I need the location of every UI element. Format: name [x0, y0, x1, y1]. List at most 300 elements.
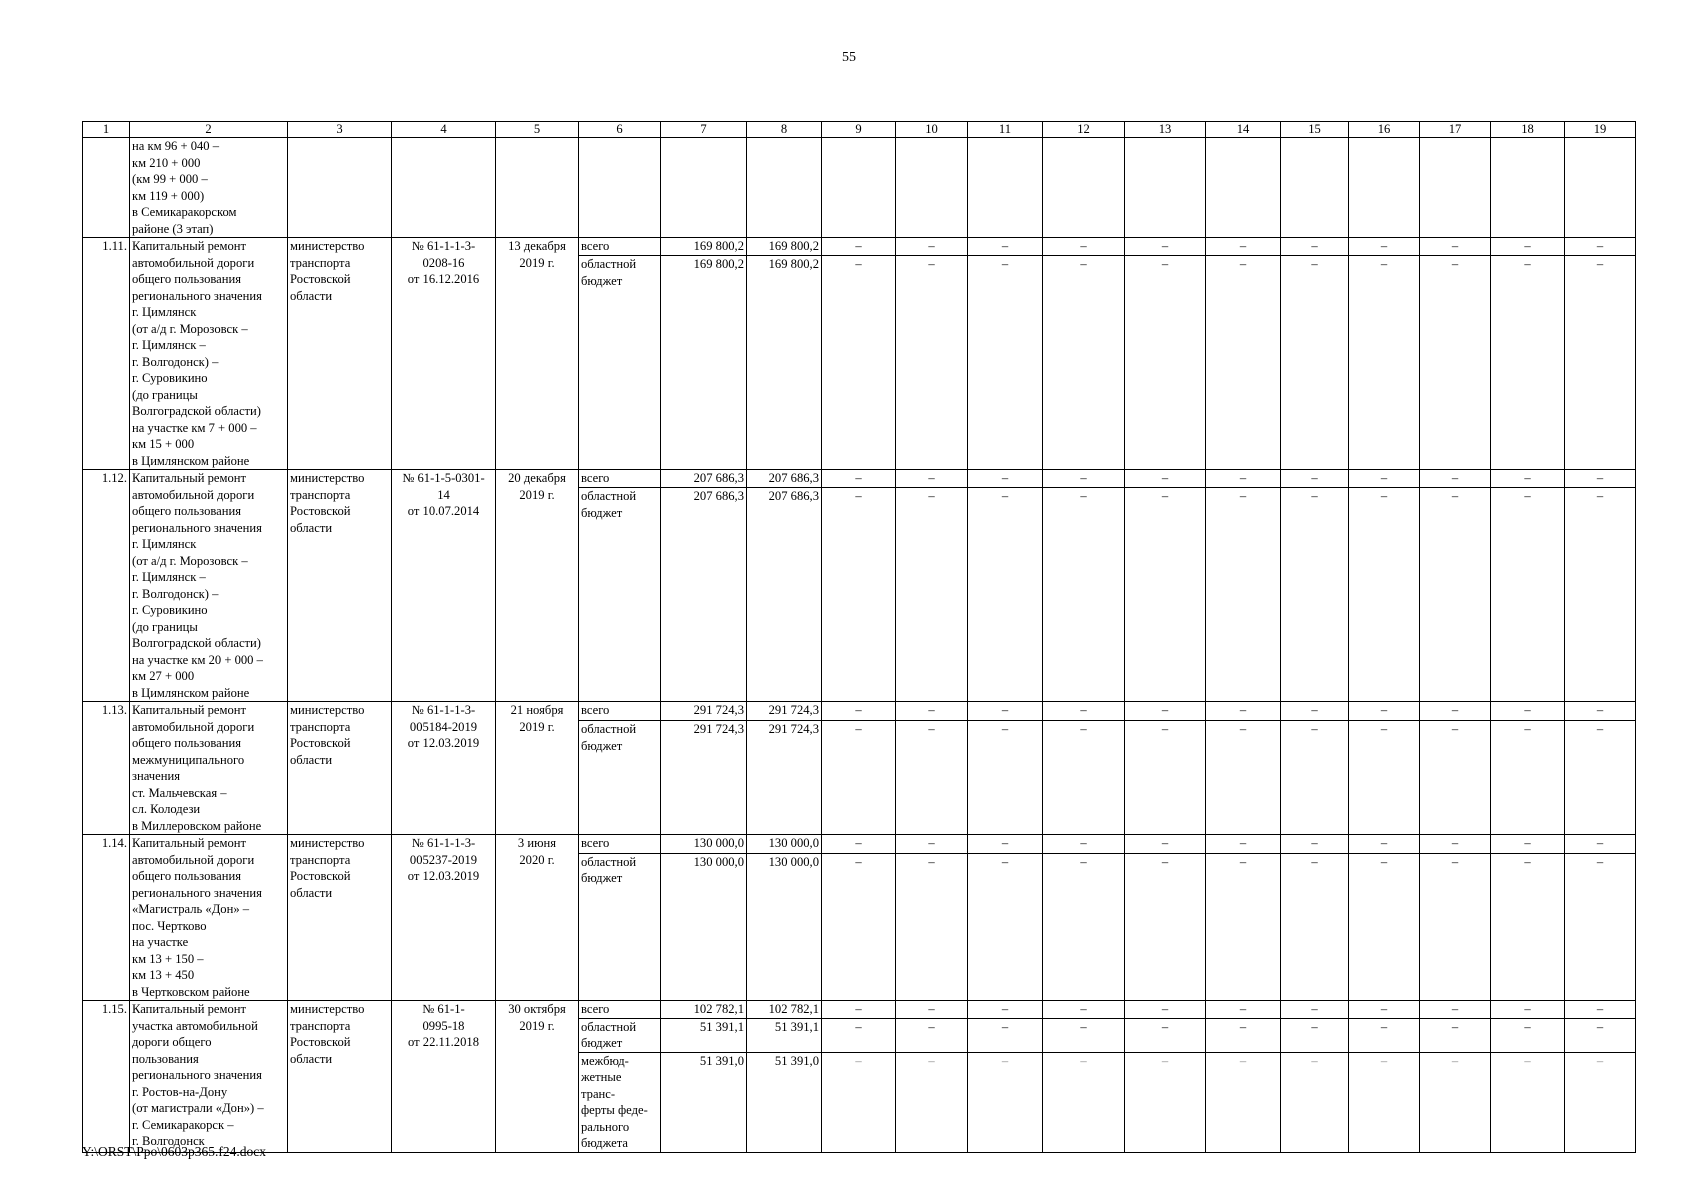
- dash-cell: –: [822, 470, 896, 488]
- dash-cell: –: [896, 702, 968, 721]
- column-number-cell: 16: [1349, 122, 1420, 138]
- title-line: г. Цимлянск –: [132, 338, 206, 352]
- funding-source-line: всего: [581, 239, 610, 253]
- title-line: г. Волгодонск) –: [132, 354, 219, 369]
- empty-cell: [968, 138, 1043, 238]
- title-line: (от а/д г. Морозовск –: [132, 553, 248, 568]
- amount-total-cell: 169 800,2: [661, 238, 747, 256]
- dash-cell: –: [822, 256, 896, 470]
- dash-cell: –: [1565, 1001, 1636, 1019]
- funding-source-line: областной: [581, 722, 637, 737]
- dash-cell: –: [968, 488, 1043, 702]
- title-line: на участке: [132, 935, 189, 949]
- title-line: г. Ростов-на-Дону: [132, 1084, 228, 1099]
- funding-source-line: бюджет: [581, 1036, 623, 1050]
- contract-cell: [392, 702, 496, 835]
- amount-total-cell: 207 686,3: [661, 488, 747, 702]
- organization-line: области: [290, 520, 333, 535]
- date-line: 30 октября: [508, 1002, 566, 1016]
- title-line: Капитальный ремонт: [132, 1002, 247, 1016]
- dash-cell: –: [1125, 835, 1206, 854]
- dash-cell: –: [1491, 238, 1565, 256]
- title-line: в Цимлянском районе: [132, 685, 250, 700]
- funding-source-line: транс-: [581, 1086, 616, 1101]
- organization-line: транспорта: [290, 255, 351, 270]
- table-row: [83, 702, 1636, 721]
- dash-cell: –: [1281, 488, 1349, 702]
- title-line: Капитальный ремонт: [132, 239, 247, 253]
- organization-line: транспорта: [290, 487, 351, 502]
- item-number: 1.15.: [83, 1001, 130, 1153]
- empty-cell: [1206, 138, 1281, 238]
- object-title-cell: [130, 238, 288, 470]
- dash-cell: –: [968, 1018, 1043, 1052]
- column-number-cell: 14: [1206, 122, 1281, 138]
- dash-cell: –: [1349, 488, 1420, 702]
- title-line: в Семикаракорском: [132, 205, 237, 219]
- column-number-cell: 17: [1420, 122, 1491, 138]
- title-line: (до границы: [132, 387, 198, 402]
- title-line: (км 99 + 000 –: [132, 172, 208, 186]
- amount-total-cell: 51 391,1: [661, 1018, 747, 1052]
- dash-cell: –: [1125, 721, 1206, 835]
- title-line: г. Семикаракорск –: [132, 1117, 234, 1132]
- title-line: автомобильной дороги: [132, 719, 255, 734]
- amount-total-cell: 169 800,2: [661, 256, 747, 470]
- funding-source-line: областной: [581, 257, 637, 271]
- contract-line: № 61-1-1-3-: [411, 239, 476, 253]
- dash-cell: –: [822, 853, 896, 1000]
- dash-cell: –: [896, 470, 968, 488]
- title-line: км 13 + 150 –: [132, 951, 204, 966]
- funding-source-cell: [579, 238, 661, 256]
- funding-source-line: жетные: [581, 1070, 622, 1084]
- title-line: в Чертковском районе: [132, 984, 250, 999]
- dash-cell: –: [1043, 1052, 1125, 1152]
- contract-line: от 22.11.2018: [408, 1035, 479, 1049]
- column-number-cell: 2: [130, 122, 288, 138]
- dash-cell: –: [1565, 835, 1636, 854]
- contract-cell: [392, 1001, 496, 1153]
- dash-cell: –: [1281, 1052, 1349, 1152]
- amount-year-cell: 169 800,2: [747, 238, 822, 256]
- dash-cell: –: [1125, 256, 1206, 470]
- title-line: км 15 + 000: [132, 437, 195, 451]
- dash-cell: –: [822, 835, 896, 854]
- amount-year-cell: 207 686,3: [747, 470, 822, 488]
- dash-cell: –: [1565, 470, 1636, 488]
- dash-cell: –: [1349, 1001, 1420, 1019]
- dash-cell: –: [1349, 1018, 1420, 1052]
- title-line: на км 96 + 040 –: [132, 139, 220, 153]
- empty-cell: [1281, 138, 1349, 238]
- empty-cell: [1349, 138, 1420, 238]
- funding-source-line: бюджет: [581, 871, 623, 886]
- column-number-cell: 5: [496, 122, 579, 138]
- funding-source-line: областной: [581, 489, 637, 503]
- date-line: 2020 г.: [519, 852, 555, 867]
- dash-cell: –: [1043, 470, 1125, 488]
- dash-cell: –: [1206, 721, 1281, 835]
- dash-cell: –: [1281, 256, 1349, 470]
- amount-total-cell: 207 686,3: [661, 470, 747, 488]
- funding-source-line: бюджет: [581, 273, 623, 288]
- dash-cell: –: [1043, 488, 1125, 702]
- dash-cell: –: [1565, 256, 1636, 470]
- dash-cell: –: [1349, 470, 1420, 488]
- empty-cell: [1125, 138, 1206, 238]
- title-line: г. Цимлянск: [132, 537, 197, 551]
- dash-cell: –: [1491, 835, 1565, 854]
- dash-cell: –: [896, 1001, 968, 1019]
- title-line: автомобильной дороги: [132, 852, 255, 867]
- organization-line: области: [290, 1051, 333, 1066]
- funding-source-line: всего: [581, 471, 610, 485]
- column-number-cell: 18: [1491, 122, 1565, 138]
- title-line: Капитальный ремонт: [132, 471, 247, 485]
- organization-line: области: [290, 752, 333, 767]
- title-line: общего пользования: [132, 869, 242, 883]
- dash-cell: –: [1349, 256, 1420, 470]
- contract-line: 005184-2019: [409, 719, 478, 734]
- contract-cell: [392, 835, 496, 1001]
- dash-cell: –: [1281, 470, 1349, 488]
- amount-year-cell: 130 000,0: [747, 853, 822, 1000]
- empty-cell: [896, 138, 968, 238]
- empty-cell: [747, 138, 822, 238]
- dash-cell: –: [1206, 256, 1281, 470]
- dash-cell: –: [896, 721, 968, 835]
- amount-year-cell: 51 391,1: [747, 1018, 822, 1052]
- title-line: Волгоградской области): [132, 636, 261, 650]
- dash-cell: –: [1349, 853, 1420, 1000]
- empty-cell: [822, 138, 896, 238]
- dash-cell: –: [1281, 835, 1349, 854]
- dash-cell: –: [1565, 1018, 1636, 1052]
- organization-line: министерство: [290, 1002, 365, 1016]
- dash-cell: –: [1349, 702, 1420, 721]
- dash-cell: –: [1281, 1001, 1349, 1019]
- title-line: регионального значения: [132, 885, 262, 900]
- funding-source-line: ферты феде-: [581, 1103, 648, 1117]
- organization-cell: [288, 835, 392, 1001]
- contract-line: № 61-1-5-0301-: [402, 471, 485, 485]
- funding-source-cell: [579, 470, 661, 488]
- dash-cell: –: [1206, 470, 1281, 488]
- empty-cell: [496, 138, 579, 238]
- title-line: «Магистраль «Дон» –: [132, 902, 250, 916]
- organization-line: Ростовской: [290, 504, 351, 518]
- contract-line: № 61-1-1-3-: [411, 836, 476, 850]
- amount-year-cell: 102 782,1: [747, 1001, 822, 1019]
- dash-cell: –: [1565, 853, 1636, 1000]
- contract-line: от 16.12.2016: [407, 272, 480, 286]
- date-cell: [496, 835, 579, 1001]
- dash-cell: –: [1420, 470, 1491, 488]
- organization-line: министерство: [290, 836, 365, 850]
- dash-cell: –: [822, 238, 896, 256]
- empty-cell: [661, 138, 747, 238]
- amount-total-cell: 291 724,3: [661, 721, 747, 835]
- data-table: [82, 121, 1636, 1153]
- organization-line: министерство: [290, 471, 365, 485]
- dash-cell: –: [896, 835, 968, 854]
- dash-cell: –: [968, 1052, 1043, 1152]
- funding-source-cell: [579, 1001, 661, 1019]
- title-line: г. Волгодонск) –: [132, 586, 219, 601]
- empty-cell: [1043, 138, 1125, 238]
- title-line: г. Суровикино: [132, 371, 208, 385]
- dash-cell: –: [896, 853, 968, 1000]
- dash-cell: –: [822, 721, 896, 835]
- amount-year-cell: 291 724,3: [747, 702, 822, 721]
- dash-cell: –: [1043, 853, 1125, 1000]
- organization-cell: [288, 470, 392, 702]
- column-number-cell: 7: [661, 122, 747, 138]
- dash-cell: –: [1206, 702, 1281, 721]
- dash-cell: –: [1043, 1018, 1125, 1052]
- contract-cell: [392, 238, 496, 470]
- object-title-cell: [130, 470, 288, 702]
- title-line: на участке км 7 + 000 –: [132, 420, 257, 435]
- title-line: (от а/д г. Морозовск –: [132, 321, 248, 336]
- dash-cell: –: [1420, 238, 1491, 256]
- title-line: км 210 + 000: [132, 155, 201, 170]
- dash-cell: –: [1349, 238, 1420, 256]
- organization-line: министерство: [290, 239, 365, 253]
- dash-cell: –: [1043, 702, 1125, 721]
- dash-cell: –: [896, 238, 968, 256]
- date-line: 2019 г.: [519, 255, 555, 270]
- funding-source-cell: [579, 721, 661, 835]
- date-cell: [496, 470, 579, 702]
- page-number: 55: [842, 50, 856, 65]
- continued-title-cell: [130, 138, 288, 238]
- dash-cell: –: [1206, 1018, 1281, 1052]
- title-line: регионального значения: [132, 520, 262, 535]
- column-number-cell: 6: [579, 122, 661, 138]
- empty-cell: [83, 138, 130, 238]
- object-title-cell: [130, 1001, 288, 1153]
- date-line: 3 июня: [517, 836, 557, 850]
- dash-cell: –: [1206, 488, 1281, 702]
- title-line: км 119 + 000): [132, 188, 205, 203]
- column-number-cell: 9: [822, 122, 896, 138]
- date-line: 2019 г.: [519, 1018, 555, 1033]
- title-line: Капитальный ремонт: [132, 836, 247, 850]
- organization-line: области: [290, 288, 333, 303]
- title-line: пос. Чертково: [132, 918, 207, 933]
- contract-line: 0995-18: [422, 1018, 465, 1033]
- dash-cell: –: [1420, 256, 1491, 470]
- item-number: 1.13.: [83, 702, 130, 835]
- dash-cell: –: [1420, 488, 1491, 702]
- organization-cell: [288, 702, 392, 835]
- dash-cell: –: [968, 238, 1043, 256]
- empty-cell: [1420, 138, 1491, 238]
- organization-line: транспорта: [290, 719, 351, 734]
- dash-cell: –: [1491, 256, 1565, 470]
- amount-total-cell: 291 724,3: [661, 702, 747, 721]
- dash-cell: –: [1043, 238, 1125, 256]
- dash-cell: –: [1206, 835, 1281, 854]
- empty-cell: [1565, 138, 1636, 238]
- dash-cell: –: [822, 1001, 896, 1019]
- empty-cell: [288, 138, 392, 238]
- item-number: 1.11.: [83, 238, 130, 470]
- amount-year-cell: 130 000,0: [747, 835, 822, 854]
- contract-line: № 61-1-: [422, 1002, 465, 1016]
- title-line: районе (3 этап): [132, 221, 214, 236]
- dash-cell: –: [1281, 1018, 1349, 1052]
- column-number-cell: 8: [747, 122, 822, 138]
- date-cell: [496, 702, 579, 835]
- object-title-cell: [130, 835, 288, 1001]
- date-line: 21 ноября: [510, 703, 564, 717]
- dash-cell: –: [968, 835, 1043, 854]
- dash-cell: –: [1491, 1001, 1565, 1019]
- dash-cell: –: [1349, 721, 1420, 835]
- organization-line: области: [290, 885, 333, 900]
- table-row: [83, 238, 1636, 256]
- funding-source-line: межбюд-: [581, 1053, 629, 1068]
- dash-cell: –: [1565, 702, 1636, 721]
- funding-source-line: рального: [581, 1119, 630, 1134]
- title-line: г. Цимлянск: [132, 305, 197, 319]
- column-number-cell: 11: [968, 122, 1043, 138]
- title-line: г. Цимлянск –: [132, 570, 206, 584]
- dash-cell: –: [1043, 1001, 1125, 1019]
- dash-cell: –: [1206, 238, 1281, 256]
- contract-line: от 10.07.2014: [407, 504, 480, 518]
- dash-cell: –: [1420, 1018, 1491, 1052]
- dash-cell: –: [1491, 1018, 1565, 1052]
- organization-line: Ростовской: [290, 272, 351, 286]
- column-number-cell: 13: [1125, 122, 1206, 138]
- organization-cell: [288, 1001, 392, 1153]
- file-path-footer: Y:\ORST\Ppo\0603p365.f24.docx: [82, 1144, 267, 1159]
- dash-cell: –: [1491, 721, 1565, 835]
- title-line: пользования: [132, 1051, 199, 1066]
- table-row: [83, 835, 1636, 854]
- organization-line: министерство: [290, 703, 365, 717]
- dash-cell: –: [1420, 853, 1491, 1000]
- amount-total-cell: 102 782,1: [661, 1001, 747, 1019]
- dash-cell: –: [1491, 702, 1565, 721]
- funding-source-line: бюджета: [581, 1136, 628, 1150]
- organization-line: Ростовской: [290, 1035, 351, 1049]
- empty-cell: [579, 138, 661, 238]
- funding-source-line: всего: [581, 836, 610, 850]
- dash-cell: –: [1206, 1001, 1281, 1019]
- funding-source-cell: [579, 256, 661, 470]
- amount-year-cell: 291 724,3: [747, 721, 822, 835]
- column-number-cell: 19: [1565, 122, 1636, 138]
- dash-cell: –: [1565, 488, 1636, 702]
- title-line: регионального значения: [132, 288, 262, 303]
- contract-line: от 12.03.2019: [407, 736, 480, 750]
- title-line: в Цимлянском районе: [132, 453, 250, 468]
- dash-cell: –: [1491, 853, 1565, 1000]
- dash-cell: –: [1565, 238, 1636, 256]
- dash-cell: –: [1565, 1052, 1636, 1152]
- continued-entry-row: [83, 138, 1636, 238]
- column-number-cell: 3: [288, 122, 392, 138]
- dash-cell: –: [1125, 1018, 1206, 1052]
- dash-cell: –: [1206, 853, 1281, 1000]
- column-number-cell: 4: [392, 122, 496, 138]
- dash-cell: –: [1281, 853, 1349, 1000]
- dash-cell: –: [1349, 1052, 1420, 1152]
- funding-source-line: бюджет: [581, 505, 623, 520]
- dash-cell: –: [896, 488, 968, 702]
- title-line: сл. Колодези: [132, 802, 201, 816]
- contract-line: 14: [437, 487, 450, 502]
- dash-cell: –: [1125, 853, 1206, 1000]
- dash-cell: –: [1349, 835, 1420, 854]
- dash-cell: –: [1125, 488, 1206, 702]
- item-number: 1.12.: [83, 470, 130, 702]
- title-line: автомобильной дороги: [132, 487, 255, 502]
- table-row: [83, 1001, 1636, 1019]
- contract-line: № 61-1-1-3-: [411, 703, 476, 717]
- title-line: межмуниципального: [132, 752, 245, 767]
- dash-cell: –: [1420, 1001, 1491, 1019]
- amount-total-cell: 51 391,0: [661, 1052, 747, 1152]
- dash-cell: –: [968, 721, 1043, 835]
- title-line: км 13 + 450: [132, 968, 195, 982]
- title-line: Волгоградской области): [132, 404, 261, 418]
- object-title-cell: [130, 702, 288, 835]
- amount-total-cell: 130 000,0: [661, 835, 747, 854]
- funding-source-line: всего: [581, 1002, 610, 1016]
- funding-source-cell: [579, 702, 661, 721]
- dash-cell: –: [1281, 238, 1349, 256]
- dash-cell: –: [896, 1018, 968, 1052]
- column-number-cell: 1: [83, 122, 130, 138]
- title-line: общего пользования: [132, 504, 242, 518]
- title-line: на участке км 20 + 000 –: [132, 652, 263, 667]
- title-line: (от магистрали «Дон») –: [132, 1101, 264, 1115]
- amount-year-cell: 51 391,0: [747, 1052, 822, 1152]
- funding-source-cell: [579, 1052, 661, 1152]
- dash-cell: –: [822, 488, 896, 702]
- date-cell: [496, 238, 579, 470]
- dash-cell: –: [1491, 470, 1565, 488]
- column-number-cell: 12: [1043, 122, 1125, 138]
- date-cell: [496, 1001, 579, 1153]
- dash-cell: –: [968, 470, 1043, 488]
- dash-cell: –: [1491, 1052, 1565, 1152]
- title-line: участка автомобильной: [132, 1018, 258, 1033]
- date-line: 2019 г.: [519, 719, 555, 734]
- title-line: общего пользования: [132, 272, 242, 286]
- funding-source-cell: [579, 853, 661, 1000]
- dash-cell: –: [1281, 721, 1349, 835]
- funding-source-cell: [579, 835, 661, 854]
- column-number-cell: 15: [1281, 122, 1349, 138]
- dash-cell: –: [1043, 835, 1125, 854]
- title-line: регионального значения: [132, 1068, 262, 1082]
- amount-year-cell: 169 800,2: [747, 256, 822, 470]
- dash-cell: –: [896, 1052, 968, 1152]
- amount-total-cell: 130 000,0: [661, 853, 747, 1000]
- amount-year-cell: 207 686,3: [747, 488, 822, 702]
- funding-source-line: областной: [581, 1019, 637, 1034]
- title-line: в Миллеровском районе: [132, 818, 262, 833]
- dash-cell: –: [968, 853, 1043, 1000]
- organization-line: Ростовской: [290, 736, 351, 750]
